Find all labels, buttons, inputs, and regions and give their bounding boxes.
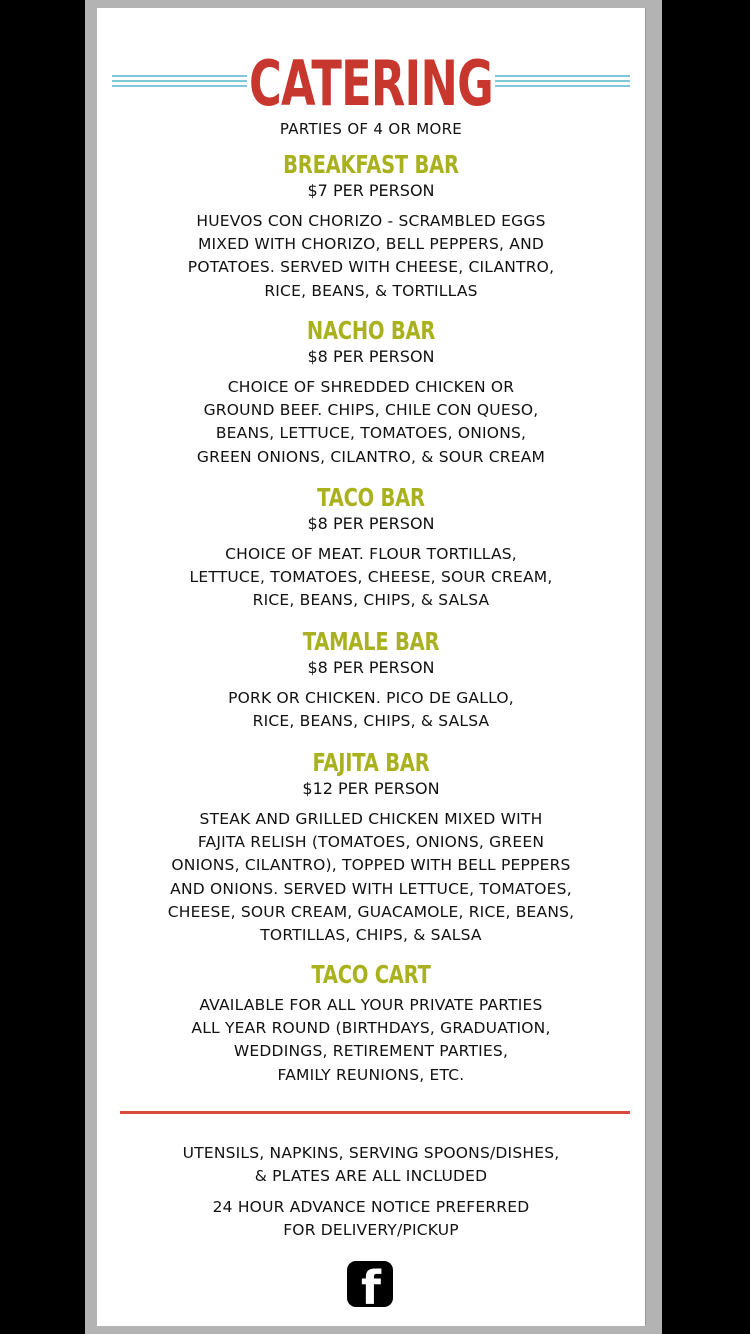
section-price: $8 PER PERSON <box>307 514 435 533</box>
section-title: TAMALE BAR <box>302 627 440 656</box>
section-description: CHOICE OF SHREDDED CHICKEN OR GROUND BEEF. CHIPS, CHILE CON QUESO, BEANS, LETTUCE, TOMATOES, ONIONS, GREEN ONIONS, CILANTRO, & SOUR CREAM <box>196 378 546 466</box>
section-title: NACHO BAR <box>306 316 436 345</box>
section-description: PORK OR CHICKEN. PICO DE GALLO, RICE, BEANS, CHIPS, & SALSA <box>228 689 514 731</box>
section-taco-cart <box>97 960 645 1087</box>
section-price: $8 PER PERSON <box>307 347 435 366</box>
facebook-icon[interactable]: f <box>347 1261 393 1307</box>
section-description: CHOICE OF MEAT. FLOUR TORTILLAS, LETTUCE, TOMATOES, CHEESE, SOUR CREAM, RICE, BEANS, CHIPS, & SALSA <box>189 545 553 610</box>
section-description: HUEVOS CON CHORIZO - SCRAMBLED EGGS MIXED WITH CHORIZO, BELL PEPPERS, AND POTATOES. SERVED WITH CHEESE, CILANTRO, RICE, BEANS, & TORTILLAS <box>187 212 555 300</box>
section-taco-bar <box>97 483 645 613</box>
section-tamale-bar <box>97 627 645 733</box>
divider <box>120 1111 630 1114</box>
advance-notice: 24 HOUR ADVANCE NOTICE PREFERRED FOR DELIVERY/PICKUP <box>212 1198 530 1240</box>
included-note: UTENSILS, NAPKINS, SERVING SPOONS/DISHES, & PLATES ARE ALL INCLUDED <box>182 1144 560 1186</box>
section-description: AVAILABLE FOR ALL YOUR PRIVATE PARTIES ALL YEAR ROUND (BIRTHDAYS, GRADUATION, WEDDINGS, RETIREMENT PARTIES, FAMILY REUNIONS, ETC. <box>191 996 551 1084</box>
section-title: TACO BAR <box>317 483 425 512</box>
section-price: $7 PER PERSON <box>307 181 435 200</box>
section-description: STEAK AND GRILLED CHICKEN MIXED WITH FAJITA RELISH (TOMATOES, ONIONS, GREEN ONIONS, CILANTRO), TOPPED WITH BELL PEPPERS AND ONIONS. SERVED WITH LETTUCE, TOMATOES, CHEESE, SOUR CREAM, GUACAMOLE, RICE, BEANS, TORTILLAS, CHIPS, & SALSA <box>167 810 575 945</box>
catering-menu-card <box>97 8 646 1326</box>
section-title: BREAKFAST BAR <box>283 150 459 179</box>
section-nacho-bar <box>97 316 645 469</box>
section-price: $8 PER PERSON <box>307 658 435 677</box>
page-title: CATERING <box>248 47 494 120</box>
section-fajita-bar <box>97 748 645 947</box>
section-price: $12 PER PERSON <box>302 779 440 798</box>
section-title: TACO CART <box>311 960 431 989</box>
page-subtitle: PARTIES OF 4 OR MORE <box>279 120 463 138</box>
section-title: FAJITA BAR <box>312 748 430 777</box>
section-breakfast-bar <box>97 150 645 303</box>
